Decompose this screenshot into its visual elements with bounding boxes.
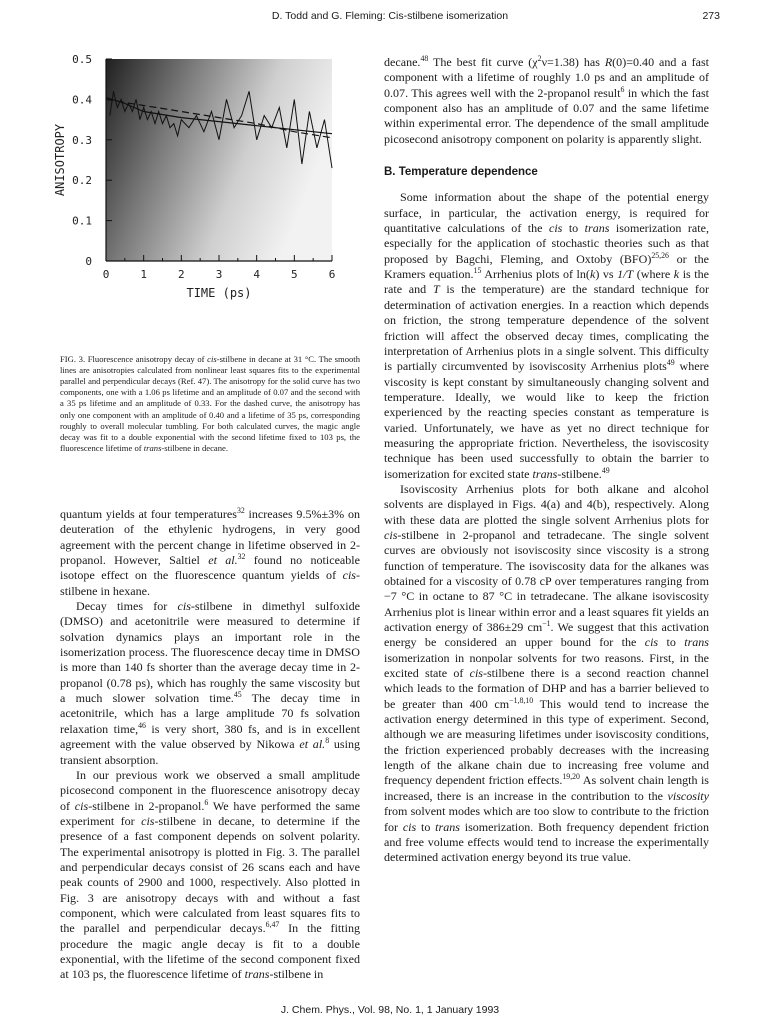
right-intro-paragraph: decane.$^{48}$ The best fit curve $(\chi^2\nu=1.38)$ has R(0)=0.40 and a fast component with a lifetime of roughly 1.0 ps and an amplitude of 0.07. This agrees well with the 2-propanol result$^6$ in which the fast component also has an amplitude of 0.07 and the same lifetime within experimental error. The dependence of the small amplitude picosecond anisotropy component on polarity is apparently slight. xyxy=(384,53,710,146)
right-paragraph: Some information about the shape of the potential energy surface, in particular, the activation energy, is required for quantitative calculations of the cis to trans isomerization rate, especially for the application of stochastic theories such as that proposed by Bagchi, Fleming, and Oxtoby (BFO)$^{25,26}$ or the Kramers equation.$^{15}$ Arrhenius plots of ln(k) vs 1/T (where k is the rate and T is the temperature) are the standard technique for determination of activation energies. In a reaction which depends on friction, the strong temperature dependence of the solvent friction will affect the observed decay times, complicating the interpretation of Arrhenius plots in a single solvent. This difficulty is partially circumvented by isoviscosity Arrhenius plots$^{49}$ where viscosity is kept constant by simultaneously changing solvent and temperature. Ideally, we would like to keep the friction experienced by the reacting species constant as temperature is varied. Unfortunately, we have as yet no direct technique for measuring the appropriate friction. Nevertheless, the isoviscosity technique has been used successfully to obtain the barrier to isomerization for excited state trans-stilbene.$^{49}$ xyxy=(384,190,710,481)
right-intro-container xyxy=(384,55,709,147)
left-paragraph: In our previous work we observed a small amplitude picosecond component in the fluorescence anisotropy decay of cis-stilbene in 2-propanol.$^6$ We have performed the same experiment for cis-stilbene in decane, to determine if the presence of a fast component depends on solvent polarity. The experimental anisotropy is plotted in Fig. 3. The parallel and perpendicular decays consist of 26 scans each and have peak counts of 2900 and 1000, respectively. Also plotted in Fig. 3 are anisotropy decays with and without a fast component, which were calculated from least squares fits to the parallel and perpendicular decays.$^{6,47}$ In the fitting procedure the magic angle decay is fit to a double exponential, with the lifetime of the second component fixed at 103 ps, the fluorescence lifetime of trans-stilbene in xyxy=(60,767,361,982)
figure-3-chart xyxy=(50,50,350,300)
running-header xyxy=(60,10,720,30)
x-tick-label: 1 xyxy=(140,268,147,281)
x-tick-label: 0 xyxy=(102,268,110,281)
x-tick-label: 4 xyxy=(253,268,260,281)
left-paragraph: Decay times for cis-stilbene in dimethyl sulfoxide (DMSO) and acetonitrile were measured to determine if solvation dynamics plays an important role in the isomerization process. The fluorescence decay time in DMSO is more than 140 fs shorter than the average decay time in 2-propanol (0.78 ps), which has roughly the same viscosity but a much slower solvation time.$^{45}$ The decay time in acetonitrile, which has a large amplitude 70 fs solvation relaxation time,$^{46}$ is very short, 380 fs, and is in excellent agreement with the value observed by Nikowa et al.$^8$ using transient absorption. xyxy=(60,599,360,767)
y-tick-label: 0.1 xyxy=(72,214,92,228)
y-axis-label: ANISOTROPY xyxy=(53,123,67,197)
y-tick-label: 0.4 xyxy=(72,93,92,107)
x-tick-label: 5 xyxy=(291,268,298,281)
y-tick-label: 0.2 xyxy=(72,174,92,188)
right-paragraph: Isoviscosity Arrhenius plots for both alkane and alcohol solvents are displayed in Figs. 4(a) and 4(b), respectively. Along with these data are plotted the single solvent Arrhenius plots for cis-stilbene in 2-propanol and tetradecane. The single solvent curves are obviously not isoviscosity since viscosity is a strong function of temperature. The isoviscosity data for the alkanes was obtained for a viscosity of 0.78 cP over temperatures ranging from −7 °C in octane to 87 °C in tetradecane. The alkane isoviscosity Arrhenius plot is linear within error and a least squares fit yields an activation energy of 386±29 $cm^{-1}$. We suggest that this activation energy be considered an upper bound for the cis to trans isomerization in nonpolar solvents for two reasons. First, in the excited state of cis-stilbene there is a second reaction channel which leads to the formation of DHP and has a barrier believed to be greater than 400 $cm^{-1,8,10}$ This would tend to increase the activation energy determined in this type of experiment. Second, although we are measuring lifetimes under isoviscosity conditions, the friction experienced probably decreases with the increasing length of the alkane chain due to increasing free volume and frequency dependent friction effects.$^{19,20}$ As solvent chain length is increased, there is an increase in the contribution to the viscosity from solvent modes which are too slow to contribute to the friction for cis to trans isomerization. Both frequency dependent friction and free volume effects would tend to increase the experimentally determined activation energy beyond its true value. xyxy=(384,481,710,865)
x-tick-label: 3 xyxy=(215,268,223,281)
y-tick-label: 0.3 xyxy=(72,133,92,147)
page-number: 273 xyxy=(702,10,720,22)
running-title: D. Todd and G. Fleming: Cis-stilbene isomerization xyxy=(271,10,509,22)
plot-background xyxy=(106,59,332,261)
x-tick-label: 6 xyxy=(328,268,336,281)
section-heading: B. Temperature dependence xyxy=(384,166,538,179)
x-tick-label: 2 xyxy=(178,268,185,281)
y-tick-label: 0.5 xyxy=(72,53,92,66)
left-paragraph: quantum yields at four temperatures$^{32}$ increases 9.5%±3% on deuteration of the ethylenic hydrogens, in very good agreement with the percent change in lifetime observed in 2-propanol. However, Saltiel et al.$^{32}$ found no noticeable isotope effect on the fluorescence quantum yields of cis-stilbene in hexane. xyxy=(60,505,361,598)
x-axis-label: TIME (ps) xyxy=(186,286,252,300)
right-column xyxy=(384,55,709,866)
y-tick-label: 0 xyxy=(85,255,92,268)
caption-text: FIG. 3. Fluorescence anisotropy decay of cis-stilbene in decane at 31 °C. The smooth lines are anisotropies calculated from nonlinear least squares fits to the experimental parallel and perpendicular decays (Ref. 47). The anisotropy for the solid curve has two components, one with a 1.06 ps lifetime and an amplitude of 0.07 and the second with a 35 ps lifetime and an amplitude of 0.33. For the dashed curve, the anisotropy has only one component with an amplitude of 0.40 and a lifetime of 35 ps, corresponding roughly to overall molecular tumbling. For both calculated curves, the magic angle decay was fit to a double exponential with the second lifetime fixed to 103 ps, the fluorescence lifetime of trans-stilbene in decane. xyxy=(60,353,360,454)
left-column xyxy=(60,507,360,983)
figure-caption xyxy=(60,345,360,463)
journal-footer: J. Chem. Phys., Vol. 98, No. 1, 1 January 1993 xyxy=(280,1004,500,1016)
right-paragraphs-container xyxy=(384,190,709,865)
